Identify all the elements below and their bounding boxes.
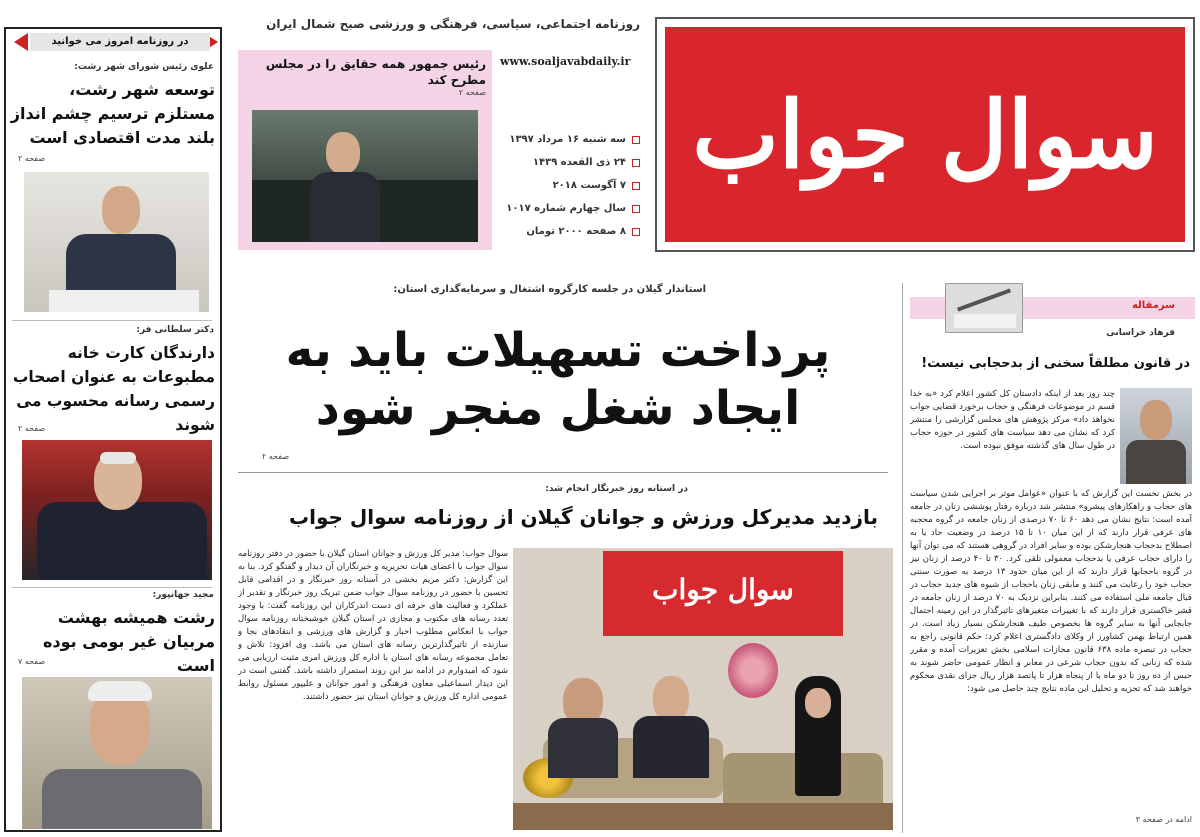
second-story-kicker: در استانه روز خبرنگار انجام شد: bbox=[545, 484, 688, 494]
continued-note[interactable]: ادامه در صفحه ۳ bbox=[1135, 815, 1192, 824]
editorial-body-continued: در بخش نخست این گزارش که با عنوان «عوامل موثر بر اجرایی شدن سیاست های حجاب و راهکارهای پیشرو» منتشر شد درباره رفتار پوششی زنان در جامعه آمده است: نتایج نشان می دهد ۶۰ تا ۷۰ درصدی از زنان جامعه در گروه محجبه های عرفی قرار دارند که از این میان ۱۰ تا ۱۵ درصد در وضعیت حاد یا به اصطلاح بدحجاب هنجارشکن بوده و سایر افراد در گروهی هستند که می توان آنها را دارای حجاب عرفی یا بدحجاب معمولی تلقی کرد. ۳۰ تا ۴۰ درصد از زنان نیز در گروه باحجابها قرار دارند که از این میان حدود ۱۳ درصد به صورت سنتی حجاب خود را رعایت می کنند و مابقی زنان باحجاب از شیوه های جدید حجاب در قبال جامعه ملی استفاده می کنند. بنابراین نزدیک به ۷۰ درصد از زنان جامعه در قشر خاکستری قرار دارند که با تغییرات متغیرهای تاثیرگذار در این زمینه احتمال جابجایی آنها به سایر گروه ها بخصوص طیف هنجارشکن بسیار زیاد است. در همین ارتباط بهمن کشاورز از وکلای دادگستری اعلام کرد: حکم قانونی راجع به حجاب در تبصره ماده ۶۳۸ قانون مجازات اسلامی بخش تعزیرات آمده و مقرر شده که زنانی که بدون حجاب شرعی در معابر و انظار عمومی حاضر شوند به حبس از ده روز تا دو ماه یا از پنجاه هزار تا پانصد هزار ریال جزای نقدی محکوم خواهند شد که تجزیه و تحلیل این ماده نتایج چند حاصل می شود: bbox=[910, 489, 1192, 694]
second-story-photo bbox=[513, 548, 893, 830]
editorial-label: سرمقاله bbox=[1131, 300, 1175, 311]
editorial-body: چند روز بعد از اینکه دادستان کل کشور اعلام کرد «به خدا قسم در موضوعات فرهنگی و حجاب برخورد قضایی جواب نخواهد داد» مرکز پژوهش های مجلس گزارشی را منتشر کرد که نشان می دهد سیاست های کشور در حوزه حجاب در طول سال های گذشته موفق نبوده است. bbox=[910, 389, 1115, 451]
issue-meta bbox=[500, 128, 640, 243]
arrow-left-icon bbox=[14, 33, 28, 51]
sidebar-item-kicker: علوی رئیس شورای شهر رشت: bbox=[74, 62, 214, 72]
square-bullet-icon bbox=[632, 159, 640, 167]
promo-photo bbox=[252, 110, 478, 242]
flower-vase bbox=[728, 643, 778, 698]
sidebar-item-page: صفحه ۲ bbox=[18, 424, 46, 433]
issue-meta-item: سه شنبه ۱۶ مرداد ۱۳۹۷ bbox=[500, 128, 640, 151]
sidebar-item-kicker: مجید جهانپور: bbox=[152, 590, 214, 600]
tagline: روزنامه اجتماعی، سیاسی، فرهنگی و ورزشی صبح شمال ایران bbox=[266, 17, 640, 31]
sidebar-photo-2 bbox=[22, 440, 212, 580]
sidebar-separator bbox=[12, 587, 212, 588]
second-story-body: سوال جواب: مدیر کل ورزش و جوانان استان گیلان با حضور در دفتر روزنامه سوال جواب با اعضای هیات تحریریه و خبرنگاران آن دیدار و گفتگو کرد. بنا به این گزارش: دکتر مریم بخشی در آستانه روز خبرنگار و در اقدامی قابل تحسین با حضور در روزنامه سوال جواب ضمن تبریک روز خبرنگار و تقدیر از عملکرد و فعالیت های حرفه ای دست اندرکاران این روزنامه گفت: با وجود تعدد رسانه های مکتوب و مجازی در استان گیلان خوشبختانه روزنامه سوال جواب با انعکاس مطلوب اخبار و گزارش های ورزشی و انتقادهای بجا و سازنده از تاثیرگذارترین رسانه های استان می باشد. وی افزود: تلاش و تعامل مجموعه رسانه های استان با اداره کل ورزش امری مثبت ارزیابی می شود که امیدوارم در ادامه نیز این روند استمرار داشته باشد. گفتنی است در این دیدار اسماعیلی معاون فرهنگی و امور جوانان و علیپور مسئول روابط عمومی اداره کل ورزش و جوانان استان نیز حضور داشتند. bbox=[238, 549, 508, 702]
photo-banner: سوال جواب bbox=[603, 551, 843, 636]
sidebar-separator bbox=[12, 320, 212, 321]
issue-meta-item: ۸ صفحه ۲۰۰۰ تومان bbox=[500, 220, 640, 243]
editorial-headline[interactable]: در قانون مطلقاً سخنی از بدحجابی نیست! bbox=[921, 356, 1190, 371]
sidebar-item-headline[interactable]: توسعه شهر رشت، مستلزم ترسیم چشم انداز بلند مدت اقتصادی است bbox=[10, 80, 215, 147]
masthead bbox=[655, 17, 1195, 252]
masthead-logo: سوال جواب bbox=[665, 27, 1185, 242]
issue-meta-item: ۷ آگوست ۲۰۱۸ bbox=[500, 174, 640, 197]
author-photo bbox=[1120, 388, 1192, 484]
promo-page: صفحه ۲ bbox=[458, 88, 486, 97]
second-story-headline[interactable]: بازدید مدیرکل ورزش و جوانان گیلان از روزنامه سوال جواب bbox=[288, 505, 878, 529]
promo-box[interactable] bbox=[238, 50, 492, 250]
square-bullet-icon bbox=[632, 136, 640, 144]
sidebar-item-kicker: دکتر سلطانی فر: bbox=[136, 325, 214, 335]
square-bullet-icon bbox=[632, 182, 640, 190]
main-story-kicker: استاندار گیلان در جلسه کارگروه اشتغال و سرمایه‌گذاری استان: bbox=[393, 284, 706, 295]
sidebar-photo-1 bbox=[24, 172, 209, 312]
editorial-author: فرهاد خراسانی bbox=[1106, 328, 1175, 338]
main-story-page: صفحه ۲ bbox=[262, 452, 290, 461]
sidebar-item-headline[interactable]: رشت همیشه بهشت مربیان غیر بومی بوده است bbox=[42, 608, 215, 675]
sidebar-item-page: صفحه ۲ bbox=[18, 154, 46, 163]
sidebar-item-page: صفحه ۷ bbox=[18, 657, 46, 666]
website-link[interactable]: www.soaljavabdaily.ir bbox=[500, 55, 631, 68]
sidebar-item-headline[interactable]: دارندگان کارت خانه مطبوعات به عنوان اصحاب رسمی رسانه محسوب می شوند bbox=[12, 344, 215, 434]
sidebar-photo-3 bbox=[22, 677, 212, 829]
issue-meta-item: سال چهارم شماره ۱۰۱۷ bbox=[500, 197, 640, 220]
pen-writing-icon bbox=[945, 283, 1023, 333]
issue-meta-item: ۲۴ ذی القعده ۱۴۳۹ bbox=[500, 151, 640, 174]
divider bbox=[238, 472, 888, 473]
square-bullet-icon bbox=[632, 228, 640, 236]
promo-headline: رئیس جمهور همه حقایق را در مجلس مطرح کند bbox=[265, 57, 486, 87]
sidebar-title: در روزنامه امروز می خوانید bbox=[30, 33, 210, 51]
square-bullet-icon bbox=[632, 205, 640, 213]
column-rule bbox=[902, 283, 903, 833]
main-story-headline[interactable]: پرداخت تسهیلات باید به ایجاد شغل منجر شود bbox=[285, 323, 831, 436]
